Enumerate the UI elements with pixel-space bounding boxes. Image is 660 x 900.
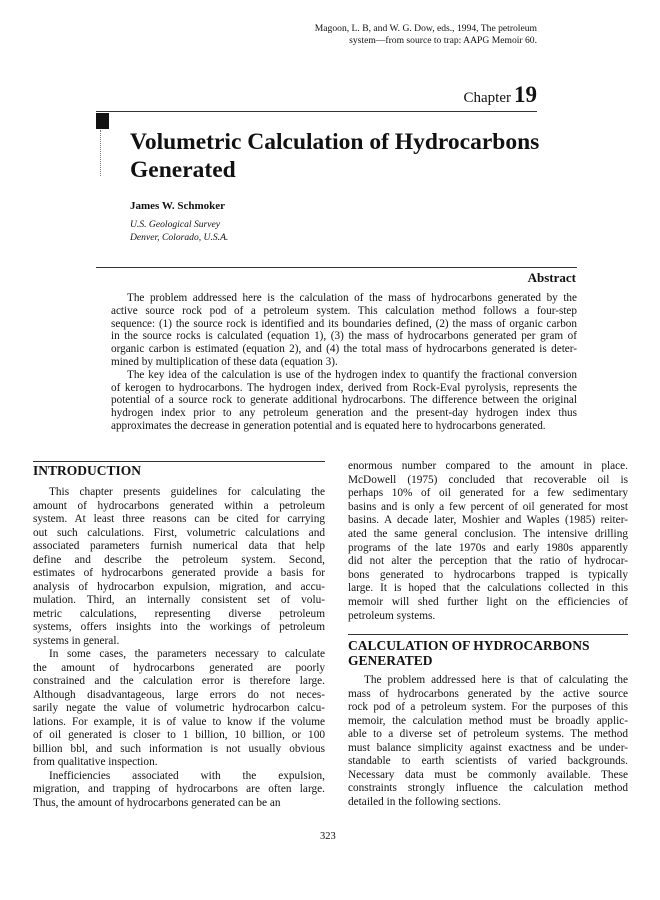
introduction-body xyxy=(33,486,325,810)
text-line: able to a diverse set of petroleum systems. The method xyxy=(348,728,628,740)
paragraph xyxy=(348,460,628,623)
text-line: constraints strongly influence the calculation method xyxy=(348,782,628,794)
affiliation-line: Denver, Colorado, U.S.A. xyxy=(130,232,229,243)
calculation-body xyxy=(348,674,628,809)
chapter-number: 19 xyxy=(514,82,537,107)
abstract-heading: Abstract xyxy=(527,270,576,285)
text-line: The problem addressed here is that of calculating the xyxy=(364,674,628,686)
text-line: approximates the decrease in generation potential and is equated here to hydrocarbons generated. xyxy=(111,419,546,432)
text-line: must balance simplicity against exactness and be under- xyxy=(348,741,628,754)
text-line: of oil generated is closer to 1 billion, 10 billion, or 100 xyxy=(33,729,325,741)
text-line: bons generated to hydrocarbons trapped is typically xyxy=(348,568,628,581)
text-line: systems, offers insights into the workings of petroleum xyxy=(33,621,325,633)
text-line: migration, and trapping of hydrocarbons are often large. xyxy=(33,783,325,795)
text-line: define and describe the petroleum system. Second, xyxy=(33,553,325,566)
text-line: mulation. Third, an internally consistent set of volu- xyxy=(33,594,325,606)
text-line: analysis of hydrocarbon expulsion, migration, and accu- xyxy=(33,580,325,593)
text-line: organic carbon is estimated (equation 2), and (4) the total mass of hydrocarbons generated is deter- xyxy=(111,343,577,356)
paragraph xyxy=(348,674,628,809)
calculation-rule xyxy=(348,634,628,635)
text-line: memoir, the calculation method must be broadly applic- xyxy=(348,714,628,727)
chapter-word: Chapter xyxy=(463,90,511,106)
text-line: mass of hydrocarbons generated by the active source xyxy=(348,687,628,700)
paragraph xyxy=(111,369,577,433)
chapter-marker xyxy=(96,113,109,129)
page-title xyxy=(130,128,539,184)
dotted-margin-line xyxy=(100,130,101,176)
text-line: basins. A decade later, Moshier and Waples (1985) reiter- xyxy=(348,514,628,527)
text-line: rock pod of a petroleum system. For the purposes of this xyxy=(348,701,628,713)
text-line: did not alter the perception that the ratio of hydrocar- xyxy=(348,555,628,568)
text-line: The key idea of the calculation is use of the hydrogen index to quantify the fractional conversion xyxy=(127,368,577,381)
calculation-heading-line: CALCULATION OF HYDROCARBONS xyxy=(348,638,590,653)
calculation-heading xyxy=(348,638,590,668)
abstract-rule xyxy=(96,267,577,268)
text-line: constrained and the calculation error is therefore large. xyxy=(33,675,325,687)
text-line: amount of hydrocarbons generated within a petroleum xyxy=(33,499,325,512)
text-line: associated parameters furnish numerical data that help xyxy=(33,540,325,552)
text-line: enormous number compared to the amount in place. xyxy=(348,460,628,472)
text-line: system. At least three reasons can be cited for carrying xyxy=(33,513,325,525)
text-line: large. It is hoped that the calculations collected in this xyxy=(348,582,628,595)
text-line: lations. For example, it is of value to know if the volume xyxy=(33,715,325,728)
calculation-heading-line: GENERATED xyxy=(348,653,433,668)
paragraph xyxy=(33,770,325,811)
text-line: hydrogen index prior to any petroleum generation and the present-day hydrogen index thus xyxy=(111,407,577,420)
title-line: Volumetric Calculation of Hydrocarbons xyxy=(130,129,540,155)
paragraph xyxy=(33,648,325,770)
text-line: billion bbl, and such information is not usually obvious xyxy=(33,742,325,755)
text-line: In some cases, the parameters necessary to calculate xyxy=(49,648,325,660)
title-line: Generated xyxy=(130,157,236,183)
text-line: Inefficiencies associated with the expulsion, xyxy=(49,769,325,782)
chapter-label xyxy=(464,82,537,108)
text-line: in the source rocks is calculated (equation 1), (3) the mass of hydrocarbons generated per gram of xyxy=(111,330,577,343)
citation xyxy=(315,23,537,47)
text-line: active source rock pod of a petroleum system. This calculation method follows a four-step xyxy=(111,304,577,317)
text-line: from qualitative inspection. xyxy=(33,756,158,768)
text-line: potential of a source rock to generate additional hydrocarbons. The difference between the original xyxy=(111,394,577,407)
text-line: sequence: (1) the source rock is identified and its boundaries defined, (2) the mass of organic carbon xyxy=(111,317,577,330)
text-line: mined by multiplication of these data (equation 3). xyxy=(111,355,338,368)
paragraph xyxy=(33,486,325,648)
introduction-rule xyxy=(33,461,325,462)
text-line: sarily negate the value of volumetric hydrocarbon calcu- xyxy=(33,702,325,714)
text-line: systems in general. xyxy=(33,634,120,647)
text-line: programs of the late 1970s and early 1980s apparently xyxy=(348,541,628,554)
text-line: Thus, the amount of hydrocarbons generated can be an xyxy=(33,796,281,809)
text-line: Although disadvantageous, large errors do not neces- xyxy=(33,688,325,701)
citation-line: Magoon, L. B, and W. G. Dow, eds., 1994, The petroleum xyxy=(314,23,537,34)
text-line: detailed in the following sections. xyxy=(348,795,501,808)
page-number: 323 xyxy=(320,831,336,842)
text-line: the amount of hydrocarbons generated are poorly xyxy=(33,661,325,674)
citation-line: system—from source to trap: AAPG Memoir 60. xyxy=(349,35,537,46)
text-line: ated the same general conclusion. The intensive drilling xyxy=(348,527,628,540)
text-line: perhaps 10% of oil generated for a few sedimentary xyxy=(348,487,628,500)
affiliation-line: U.S. Geological Survey xyxy=(130,219,221,230)
chapter-rule xyxy=(96,111,537,112)
text-line: Necessary data must be commonly available. These xyxy=(348,768,628,781)
text-line: McDowell (1975) concluded that recoverable oil is xyxy=(348,473,628,486)
text-line: petroleum systems. xyxy=(348,609,436,622)
text-line: This chapter presents guidelines for calculating the xyxy=(49,486,325,498)
introduction-body-continued xyxy=(348,460,628,623)
text-line: estimates of hydrocarbons generated provide a basis for xyxy=(33,567,325,579)
author: James W. Schmoker xyxy=(130,200,226,212)
text-line: The problem addressed here is the calculation of the mass of hydrocarbons generated by the xyxy=(127,292,577,304)
paragraph xyxy=(111,292,577,369)
text-line: of kerogen to hydrocarbons. The hydrogen index, derived from Rock-Eval pyrolysis, represents the xyxy=(111,381,577,394)
abstract-body xyxy=(111,292,577,433)
affiliation xyxy=(130,218,228,244)
text-line: memoir will shed further light on the efficiencies of xyxy=(348,595,628,608)
text-line: basins and is only a few percent of oil generated for most xyxy=(348,500,628,513)
text-line: standable to earth scientists of varied backgrounds. xyxy=(348,755,628,767)
text-line: out such calculations. First, volumetric calculations and xyxy=(33,526,325,539)
introduction-heading: INTRODUCTION xyxy=(33,463,142,478)
text-line: metric calculations, representing diverse petroleum xyxy=(33,607,325,620)
